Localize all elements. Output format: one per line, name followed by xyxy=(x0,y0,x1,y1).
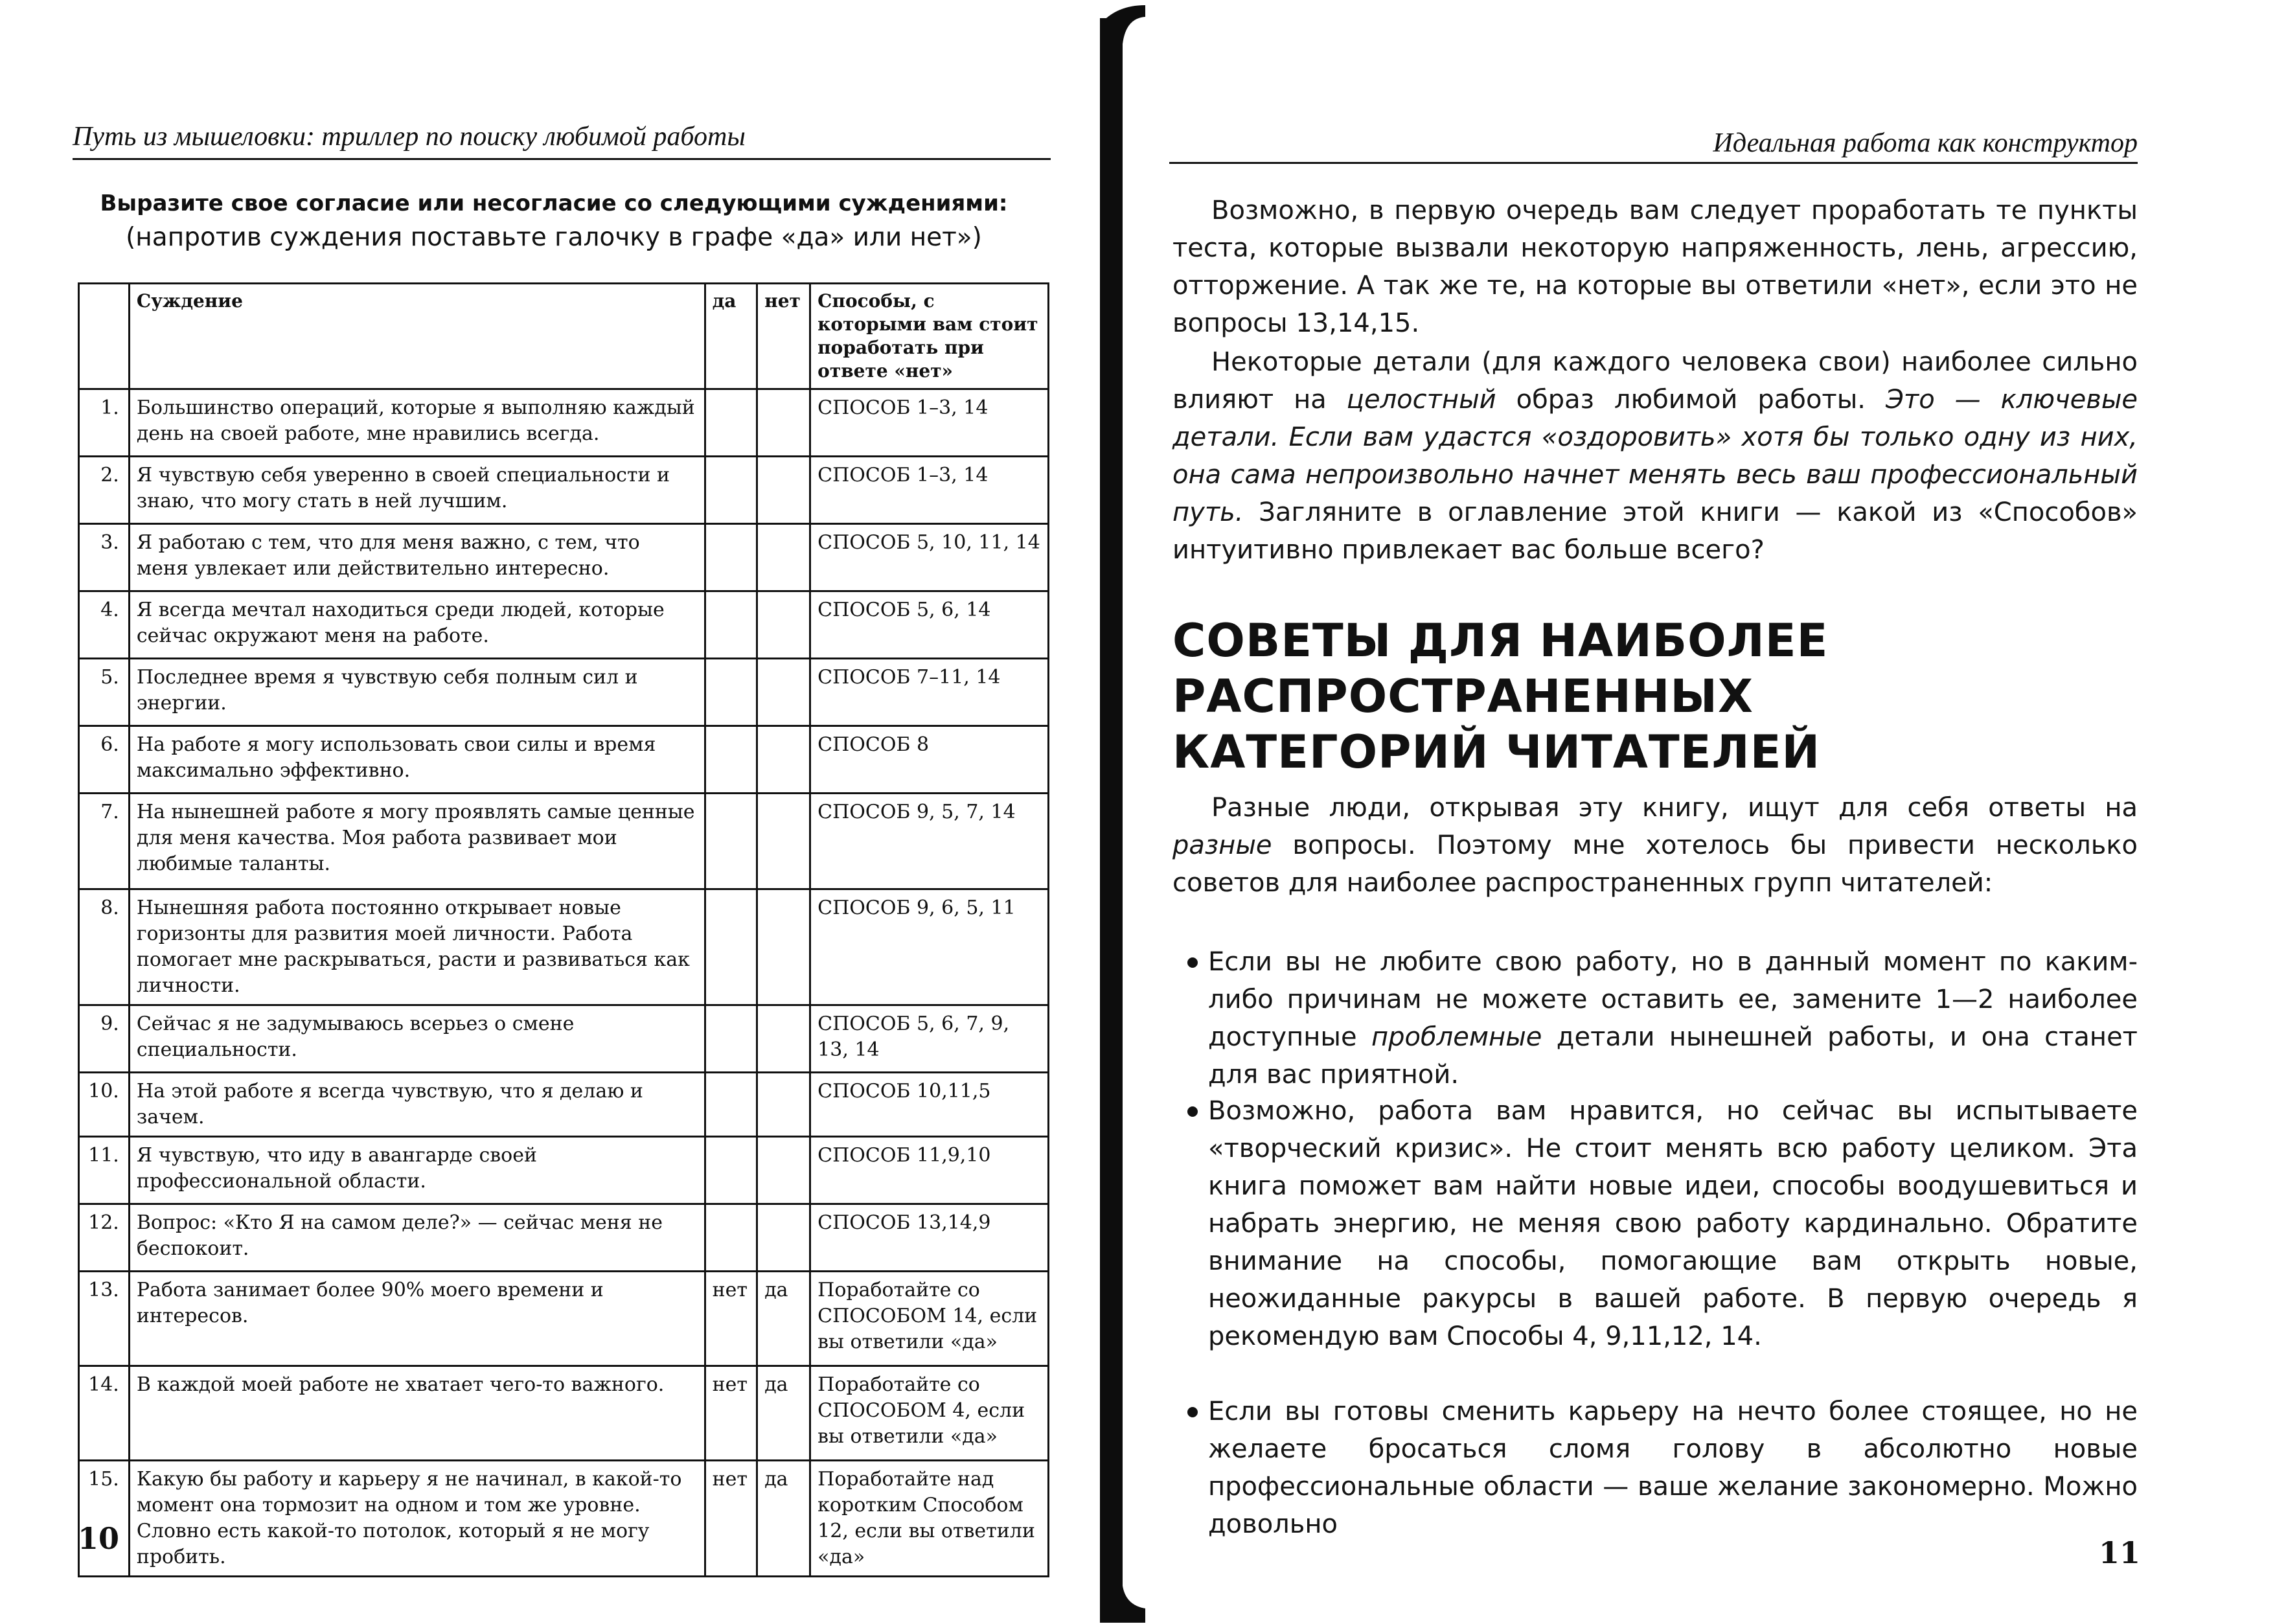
row-no-cell xyxy=(757,457,810,524)
row-ways: СПОСОБ 1–3, 14 xyxy=(810,457,1049,524)
paragraph-3-text-a: Разные люди, открывая эту книгу, ищут для себя ответы на xyxy=(1211,793,2138,823)
row-no-cell xyxy=(757,591,810,659)
row-yes-cell xyxy=(705,1204,757,1272)
row-no-cell: да xyxy=(757,1461,810,1577)
col-yes-header: да xyxy=(705,284,757,389)
paragraph-2-text-e: Загляните в оглавление этой книги — какой из «Способов» интуитивно привлекает вас больше всего? xyxy=(1172,497,2138,565)
paragraph-2-italic-d: Это — ключевые детали. Если вам удастся «оздоровить» хотя бы только одну из них, она сама непроизвольно начнет менять весь ваш профессиональный путь. xyxy=(1172,385,2138,527)
bullet-item-3 xyxy=(1208,1393,2138,1543)
row-number: 13. xyxy=(79,1272,130,1366)
row-number: 2. xyxy=(79,457,130,524)
table-row xyxy=(79,726,1049,794)
paragraph-3 xyxy=(1172,789,2138,902)
table-row xyxy=(79,1272,1049,1366)
section-title: СОВЕТЫ ДЛЯ НАИБОЛЕЕ РАСПРОСТРАНЕННЫХ КАТЕГОРИЙ ЧИТАТЕЛЕЙ xyxy=(1172,614,1829,779)
row-number: 10. xyxy=(79,1073,130,1137)
bullet-dot xyxy=(1187,1407,1198,1417)
table-row xyxy=(79,1461,1049,1577)
row-no-cell xyxy=(757,1137,810,1204)
col-no-header: нет xyxy=(757,284,810,389)
row-ways: СПОСОБ 9, 5, 7, 14 xyxy=(810,794,1049,889)
row-no-cell xyxy=(757,889,810,1005)
row-yes-cell xyxy=(705,726,757,794)
row-ways: СПОСОБ 13,14,9 xyxy=(810,1204,1049,1272)
bullet-item-1 xyxy=(1208,943,2138,1093)
row-yes-cell: нет xyxy=(705,1272,757,1366)
table-row xyxy=(79,659,1049,726)
right-running-head: Идеальная работа как конструктор xyxy=(1713,128,2138,158)
row-yes-cell: нет xyxy=(705,1461,757,1577)
right-page-number: 11 xyxy=(2099,1535,2141,1570)
row-no-cell xyxy=(757,659,810,726)
row-ways: СПОСОБ 5, 10, 11, 14 xyxy=(810,524,1049,591)
row-statement: Большинство операций, которые я выполняю каждый день на своей работе, мне нравились всегда. xyxy=(129,389,705,457)
row-ways: СПОСОБ 8 xyxy=(810,726,1049,794)
row-statement: Сейчас я не задумываюсь всерьез о смене специальности. xyxy=(129,1005,705,1073)
table-row xyxy=(79,1366,1049,1461)
row-statement: Нынешняя работа постоянно открывает новые горизонты для развития моей личности. Работа помогает мне раскрываться, расти и развиваться как личности. xyxy=(129,889,705,1005)
row-ways: Поработайте со СПОСОБОМ 4, если вы ответили «да» xyxy=(810,1366,1049,1461)
row-ways: СПОСОБ 5, 6, 14 xyxy=(810,591,1049,659)
col-ways-header: Способы, с которыми вам стоит поработать при ответе «нет» xyxy=(810,284,1049,389)
row-ways: СПОСОБ 7–11, 14 xyxy=(810,659,1049,726)
row-number: 7. xyxy=(79,794,130,889)
col-num-header xyxy=(79,284,130,389)
row-yes-cell xyxy=(705,591,757,659)
row-number: 14. xyxy=(79,1366,130,1461)
row-statement: На этой работе я всегда чувствую, что я делаю и зачем. xyxy=(129,1073,705,1137)
row-statement: На работе я могу использовать свои силы и время максимально эффективно. xyxy=(129,726,705,794)
row-number: 3. xyxy=(79,524,130,591)
row-yes-cell: нет xyxy=(705,1366,757,1461)
row-no-cell xyxy=(757,1204,810,1272)
row-ways: СПОСОБ 10,11,5 xyxy=(810,1073,1049,1137)
row-yes-cell xyxy=(705,389,757,457)
row-number: 4. xyxy=(79,591,130,659)
paragraph-2-text-a: Некоторые детали (для каждого человека свои) наиболее сильно влияют на xyxy=(1172,347,2138,415)
row-no-cell xyxy=(757,726,810,794)
instruction-subtitle: (напротив суждения поставьте галочку в графе «да» или нет») xyxy=(126,223,982,252)
row-ways: СПОСОБ 1–3, 14 xyxy=(810,389,1049,457)
paragraph-1 xyxy=(1172,192,2138,342)
bullet-item-2 xyxy=(1208,1092,2138,1355)
row-yes-cell xyxy=(705,889,757,1005)
row-number: 15. xyxy=(79,1461,130,1577)
row-ways: Поработайте со СПОСОБОМ 14, если вы ответили «да» xyxy=(810,1272,1049,1366)
paragraph-2-text-c: образ любимой работы. xyxy=(1496,385,1886,415)
row-yes-cell xyxy=(705,1137,757,1204)
table-row xyxy=(79,457,1049,524)
table-row xyxy=(79,1204,1049,1272)
row-statement: Я всегда мечтал находиться среди людей, которые сейчас окружают меня на работе. xyxy=(129,591,705,659)
row-statement: Вопрос: «Кто Я на самом деле?» — сейчас меня не беспокоит. xyxy=(129,1204,705,1272)
right-head-rule xyxy=(1169,162,2138,164)
row-number: 1. xyxy=(79,389,130,457)
row-statement: Я чувствую себя уверенно в своей специальности и знаю, что могу стать в ней лучшим. xyxy=(129,457,705,524)
row-statement: Последнее время я чувствую себя полным сил и энергии. xyxy=(129,659,705,726)
row-no-cell xyxy=(757,1005,810,1073)
left-running-head: Путь из мышеловки: триллер по поиску любимой работы xyxy=(73,122,746,152)
paragraph-2 xyxy=(1172,343,2138,569)
survey-table xyxy=(78,282,1049,1577)
bullet-3-text: Если вы готовы сменить карьеру на нечто более стоящее, но не желаете бросаться сломя голову в абсолютно новые профессиональные области — ваше желание закономерно. Можно довольно xyxy=(1208,1397,2138,1539)
row-yes-cell xyxy=(705,457,757,524)
row-no-cell xyxy=(757,1073,810,1137)
row-number: 5. xyxy=(79,659,130,726)
row-statement: Какую бы работу и карьеру я не начинал, в какой-то момент она тормозит на одном и том же уровне. Словно есть какой-то потолок, который я не могу пробить. xyxy=(129,1461,705,1577)
bullet-1-text-a: Если вы не любите свою работу, но в данный момент по каким-либо причинам не можете оставить ее, замените 1—2 наиболее доступные xyxy=(1208,947,2138,1052)
row-statement: В каждой моей работе не хватает чего-то важного. xyxy=(129,1366,705,1461)
bullet-dot xyxy=(1187,1106,1198,1117)
paragraph-2-italic-b: целостный xyxy=(1346,385,1496,415)
table-row xyxy=(79,794,1049,889)
row-number: 9. xyxy=(79,1005,130,1073)
row-no-cell: да xyxy=(757,1272,810,1366)
table-row xyxy=(79,1137,1049,1204)
row-ways: Поработайте над коротким Способом 12, если вы ответили «да» xyxy=(810,1461,1049,1577)
row-statement: На нынешней работе я могу проявлять самые ценные для меня качества. Моя работа развивает мои любимые таланты. xyxy=(129,794,705,889)
paragraph-3-text-c: вопросы. Поэтому мне хотелось бы привести несколько советов для наиболее распространенных групп читателей: xyxy=(1172,830,2138,898)
row-no-cell xyxy=(757,524,810,591)
col-statement-header: Суждение xyxy=(129,284,705,389)
left-page-number: 10 xyxy=(78,1521,120,1556)
row-ways: СПОСОБ 9, 6, 5, 11 xyxy=(810,889,1049,1005)
table-row xyxy=(79,889,1049,1005)
row-number: 6. xyxy=(79,726,130,794)
table-row xyxy=(79,1073,1049,1137)
left-head-rule xyxy=(73,158,1051,160)
instruction-title: Выразите свое согласие или несогласие со следующими суждениями: xyxy=(100,190,1008,216)
book-spine-shadow xyxy=(1100,5,1145,1623)
row-yes-cell xyxy=(705,1005,757,1073)
paragraph-1-text: Возможно, в первую очередь вам следует проработать те пункты теста, которые вызвали некоторую напряженность, лень, агрессию, отторжение. А так же те, на которые вы ответили «нет», если это не вопросы 13,14,15. xyxy=(1172,196,2138,338)
row-ways: СПОСОБ 11,9,10 xyxy=(810,1137,1049,1204)
row-yes-cell xyxy=(705,794,757,889)
row-number: 11. xyxy=(79,1137,130,1204)
row-yes-cell xyxy=(705,1073,757,1137)
table-row xyxy=(79,1005,1049,1073)
row-no-cell: да xyxy=(757,1366,810,1461)
table-row xyxy=(79,389,1049,457)
row-no-cell xyxy=(757,794,810,889)
table-row xyxy=(79,591,1049,659)
row-statement: Я чувствую, что иду в авангарде своей профессиональной области. xyxy=(129,1137,705,1204)
row-number: 8. xyxy=(79,889,130,1005)
row-no-cell xyxy=(757,389,810,457)
bullet-1-italic-b: проблемные xyxy=(1371,1022,1542,1052)
row-number: 12. xyxy=(79,1204,130,1272)
table-row xyxy=(79,524,1049,591)
bullet-dot xyxy=(1187,957,1198,968)
row-ways: СПОСОБ 5, 6, 7, 9, 13, 14 xyxy=(810,1005,1049,1073)
row-statement: Я работаю с тем, что для меня важно, с тем, что меня увлекает или действительно интересно. xyxy=(129,524,705,591)
row-yes-cell xyxy=(705,659,757,726)
bullet-2-text: Возможно, работа вам нравится, но сейчас вы испытываете «творческий кризис». Не стоит менять всю работу целиком. Эта книга поможет вам найти новые идеи, способы воодушевиться и набрать энергию, не меняя свою работу кардинально. Обратите внимание на способы, помогающие вам открыть новые, неожиданные ракурсы в вашей работе. В первую очередь я рекомендую вам Способы 4, 9,11,12, 14. xyxy=(1208,1096,2138,1351)
paragraph-3-italic-b: разные xyxy=(1172,830,1272,860)
row-yes-cell xyxy=(705,524,757,591)
bullet-1-text-c: детали нынешней работы, и она станет для вас приятной. xyxy=(1208,1022,2138,1090)
table-header-row xyxy=(79,284,1049,389)
row-statement: Работа занимает более 90% моего времени и интересов. xyxy=(129,1272,705,1366)
